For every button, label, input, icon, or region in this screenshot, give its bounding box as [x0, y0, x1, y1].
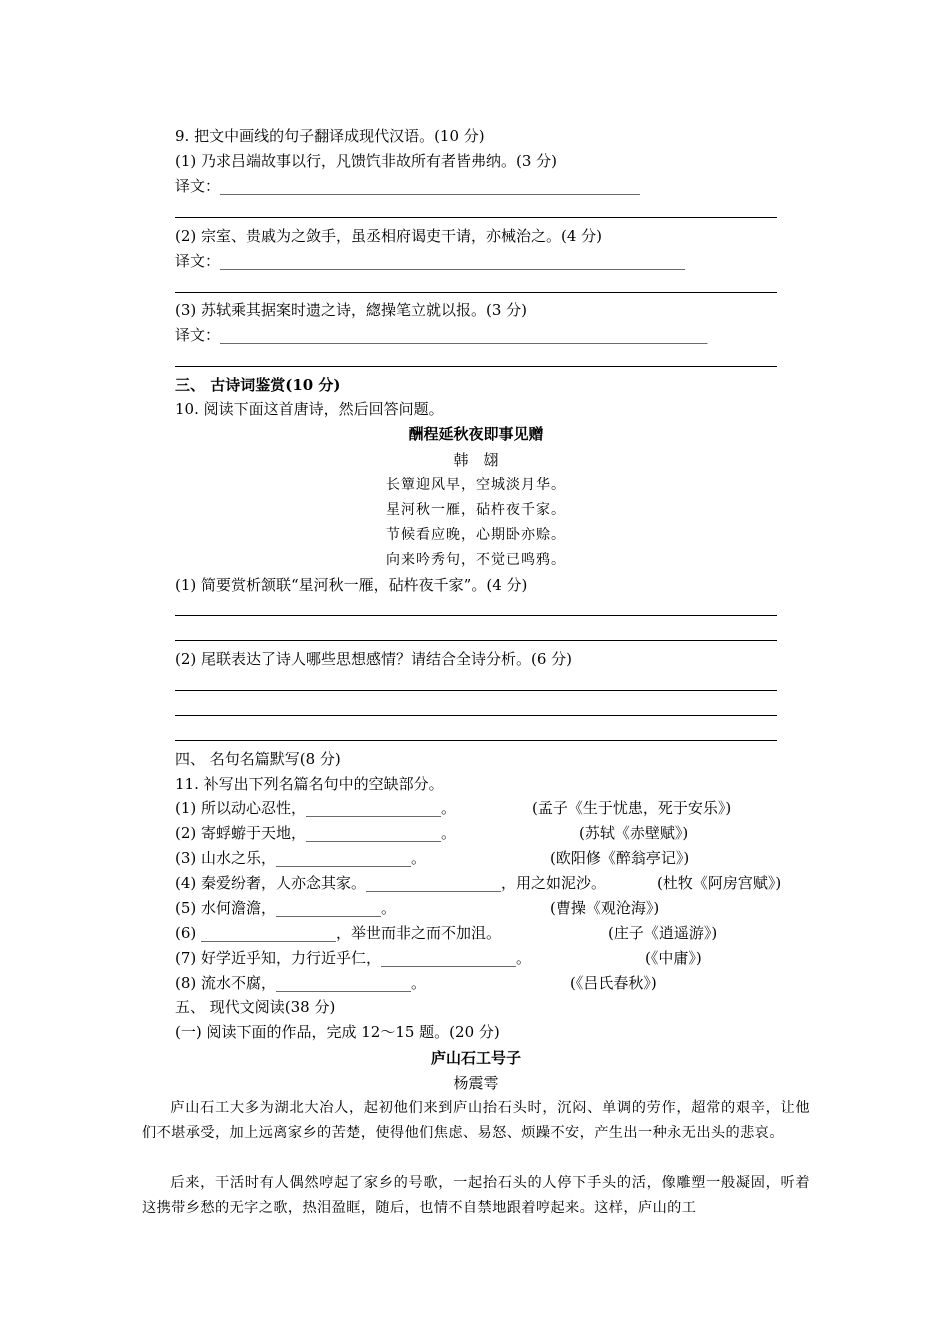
- recitation-source: (孟子《生于忧患，死于安乐》): [532, 799, 732, 817]
- reading-part1-prompt: (一) 阅读下面的作品，完成 12～15 题。(20 分): [175, 1023, 500, 1041]
- article-paragraph: 庐山石工大多为湖北大冶人，起初他们来到庐山抬石头时，沉闷、单调的劳作，超常的艰辛，让他们不堪承受，加上远离家乡的苦楚，使得他们焦虑、易怒、烦躁不安，产生出一种永无出头的悲哀。: [142, 1100, 810, 1141]
- poem-line: 向来吟秀句，不觉已鸣鸦。: [386, 552, 566, 568]
- recitation-item[interactable]: (2) 寄蜉蝣于天地，__________________。: [175, 824, 457, 842]
- section4-heading: 四、 名句名篇默写(8 分): [175, 750, 341, 768]
- q11-prompt: 11. 补写出下列名篇名句中的空缺部分。: [175, 775, 444, 793]
- q10-sub2: (2) 尾联表达了诗人哪些思想感情？请结合全诗分析。(6 分): [175, 650, 573, 668]
- poem-line: 长簟迎风早，空城淡月华。: [386, 477, 566, 493]
- article-paragraph: 后来，干活时有人偶然哼起了家乡的号歌，一起抬石头的人停下手头的活，像雕塑一般凝固，听着这携带乡愁的无字之歌，热泪盈眶，随后，也情不自禁地跟着哼起来。这样，庐山的工: [142, 1175, 810, 1216]
- recitation-source: (杜牧《阿房宫赋》): [657, 874, 782, 892]
- answer-rule[interactable]: [175, 640, 777, 641]
- q9-answer-line-2[interactable]: 译文：______________________________________________________________: [175, 252, 686, 270]
- answer-rule: [175, 292, 777, 293]
- q10-sub1: (1) 简要赏析颔联“星河秋一雁，砧杵夜千家”。(4 分): [175, 576, 528, 594]
- recitation-source: (曹操《观沧海》): [550, 899, 660, 917]
- answer-rule[interactable]: [175, 615, 777, 616]
- recitation-source: (庄子《逍遥游》): [608, 924, 718, 942]
- q10-prompt: 10. 阅读下面这首唐诗，然后回答问题。: [175, 400, 444, 418]
- recitation-source: (《中庸》): [645, 949, 702, 967]
- recitation-item[interactable]: (6) __________________，举世而非之而不加沮。: [175, 924, 502, 942]
- article-title: 庐山石工号子: [430, 1049, 521, 1067]
- recitation-item[interactable]: (7) 好学近乎知，力行近乎仁，__________________。: [175, 949, 532, 967]
- poem-title: 酬程延秋夜即事见赠: [408, 425, 544, 443]
- recitation-item[interactable]: (8) 流水不腐，__________________。: [175, 974, 427, 992]
- poem-line: 星河秋一雁，砧杵夜千家。: [386, 502, 566, 518]
- q9-sentence-3: (3) 苏轼乘其据案时遗之诗，緫操笔立就以报。(3 分): [175, 301, 528, 319]
- poem-author: 韩 翃: [453, 451, 499, 469]
- answer-rule[interactable]: [175, 740, 777, 741]
- answer-rule: [175, 217, 777, 218]
- q9-sentence-1: (1) 乃求吕端故事以行，凡馈饩非故所有者皆弗纳。(3 分): [175, 152, 558, 170]
- article-author: 杨震雩: [453, 1074, 499, 1092]
- q9-answer-line-1[interactable]: 译文：________________________________________________________: [175, 177, 641, 195]
- recitation-source: (欧阳修《醉翁亭记》): [550, 849, 690, 867]
- section3-heading: 三、 古诗词鉴赏(10 分): [175, 376, 341, 394]
- answer-rule: [175, 366, 777, 367]
- section5-heading: 五、 现代文阅读(38 分): [175, 998, 336, 1016]
- recitation-item[interactable]: (1) 所以动心忍性，__________________。: [175, 799, 457, 817]
- poem-line: 节候看应晚，心期卧亦赊。: [386, 527, 566, 543]
- q9-answer-line-3[interactable]: 译文：_________________________________________________________________: [175, 326, 708, 344]
- recitation-item[interactable]: (4) 秦爱纷奢，人亦念其家。__________________，用之如泥沙。: [175, 874, 607, 892]
- answer-rule[interactable]: [175, 690, 777, 691]
- answer-rule[interactable]: [175, 715, 777, 716]
- recitation-source: (《吕氏春秋》): [570, 974, 657, 992]
- recitation-item[interactable]: (5) 水何澹澹，______________。: [175, 899, 397, 917]
- q9-title: 9. 把文中画线的句子翻译成现代汉语。(10 分): [175, 127, 485, 145]
- recitation-source: (苏轼《赤壁赋》): [579, 824, 689, 842]
- recitation-item[interactable]: (3) 山水之乐，__________________。: [175, 849, 427, 867]
- q9-sentence-2: (2) 宗室、贵戚为之敛手，虽丞相府谒吏干请，亦械治之。(4 分): [175, 227, 603, 245]
